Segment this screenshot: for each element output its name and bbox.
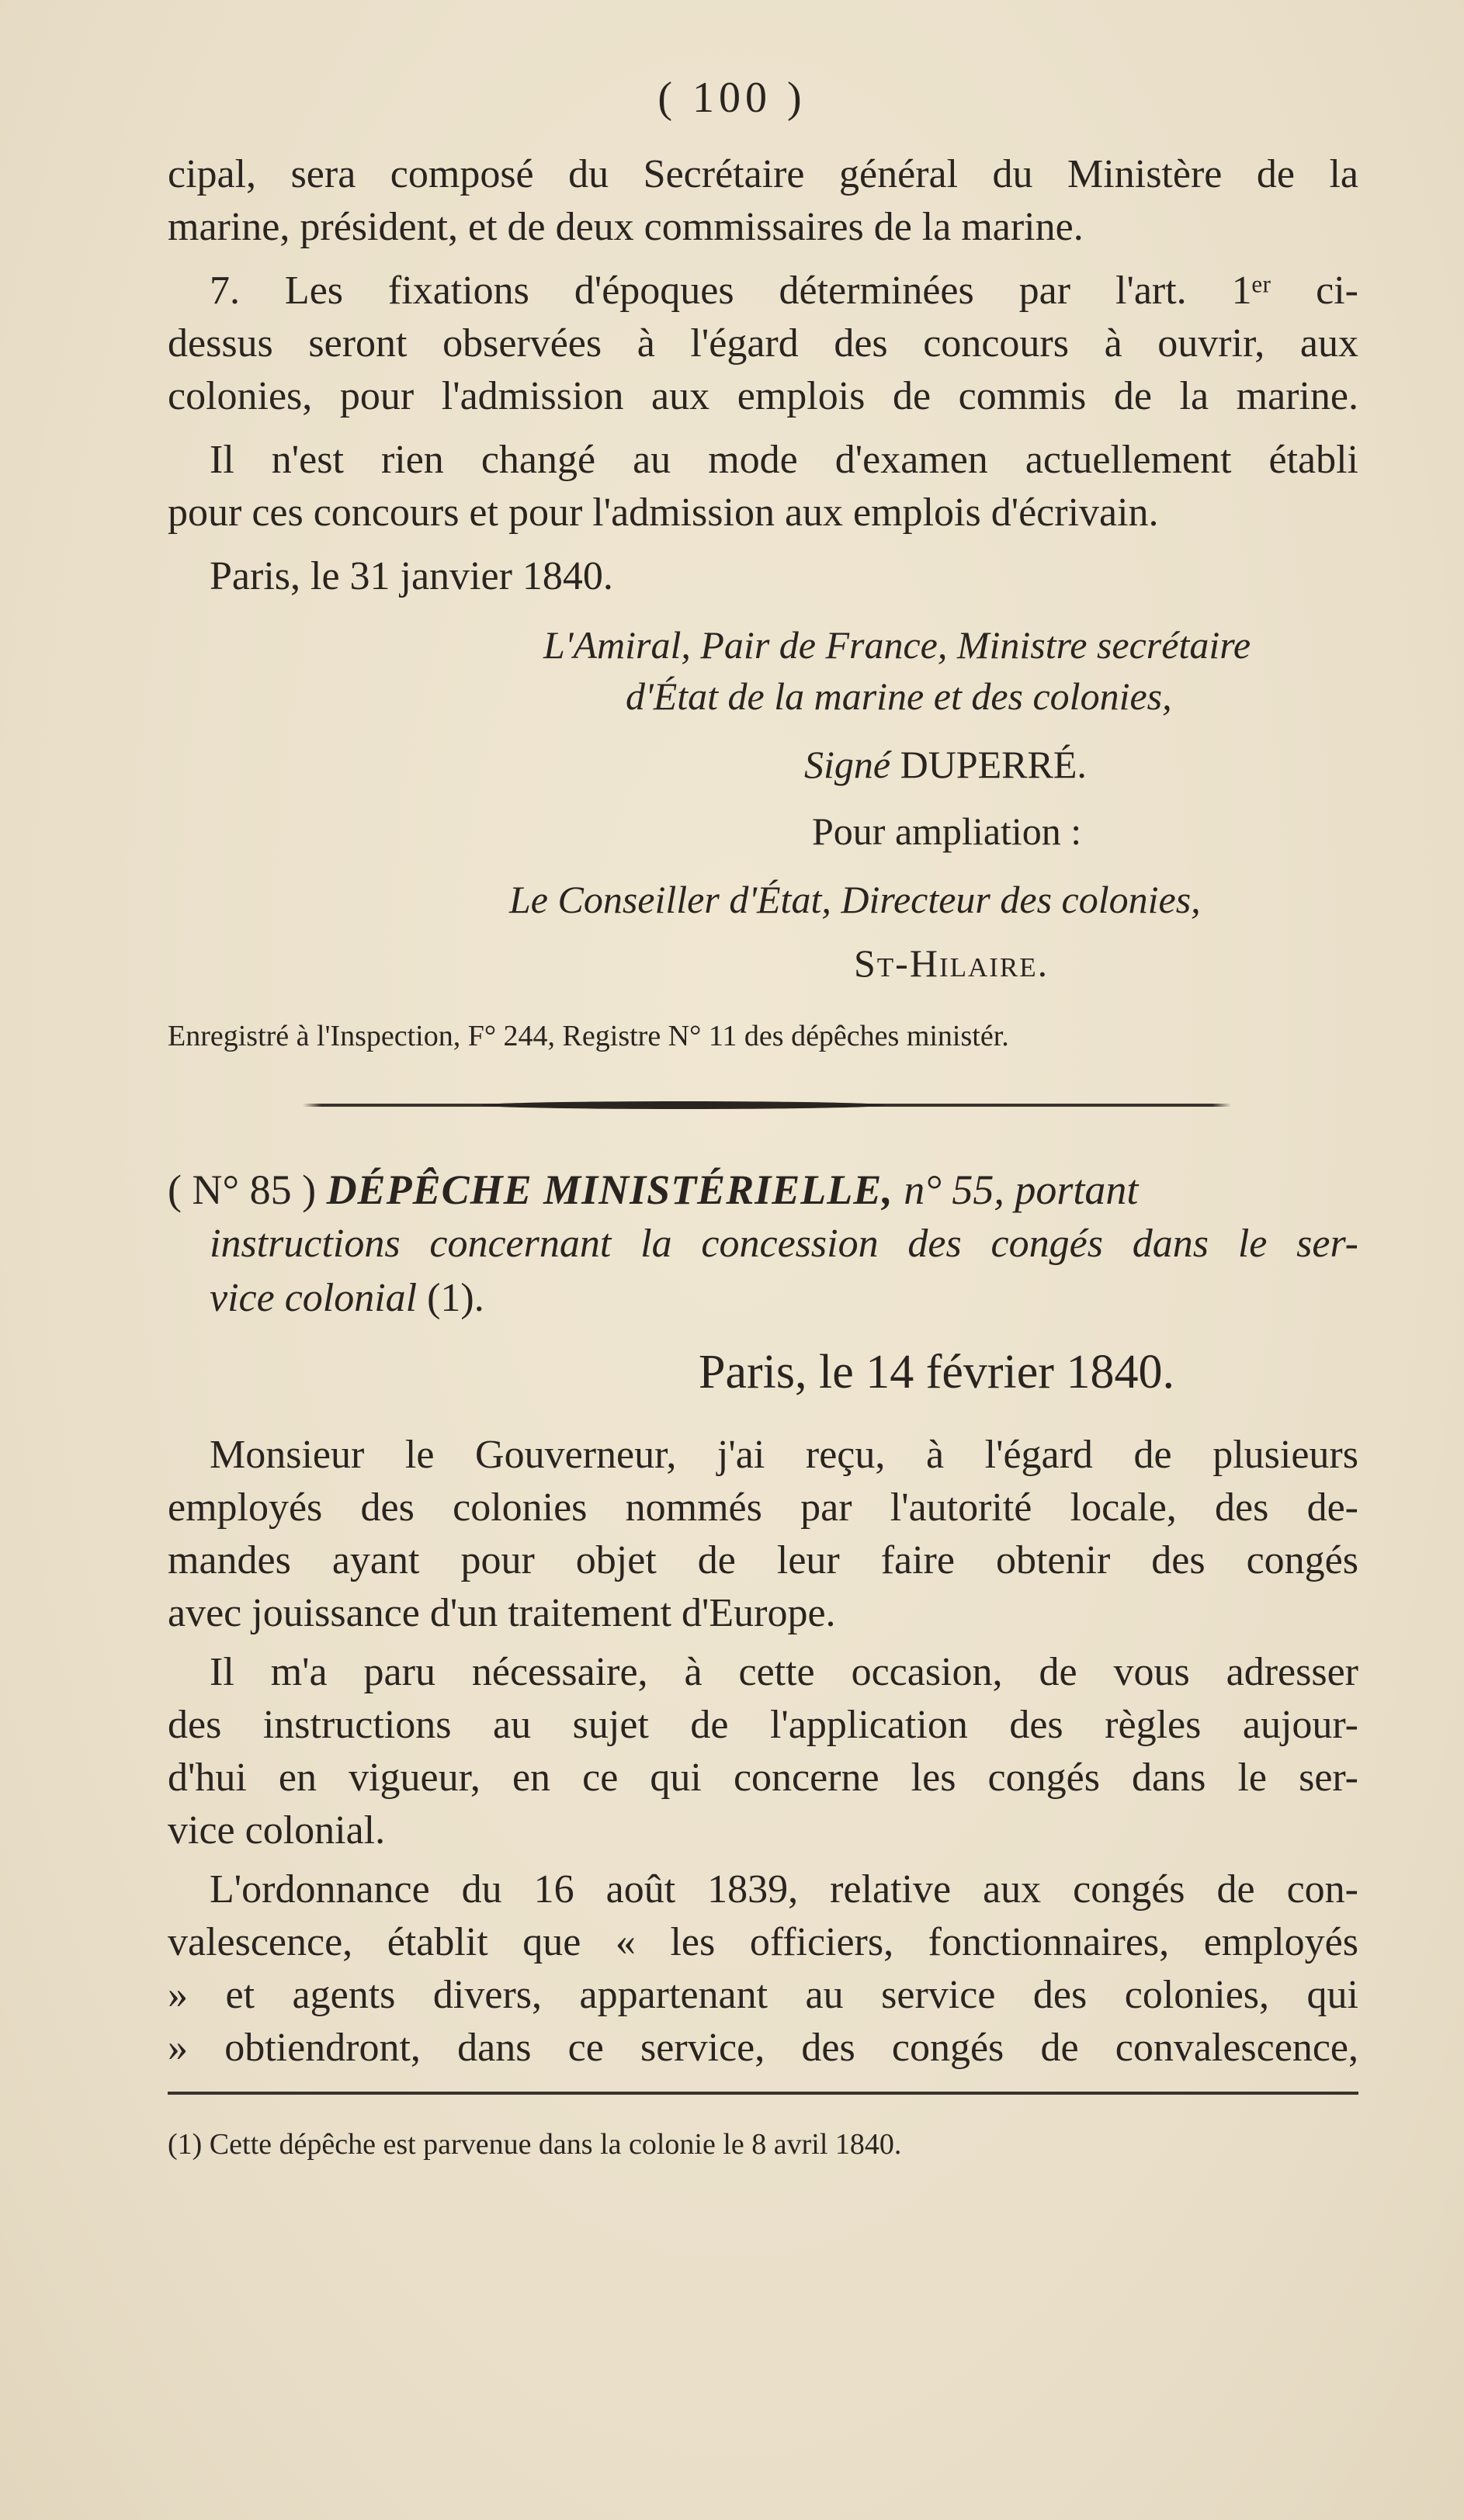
page-number: ( 100 ) [657, 74, 807, 122]
depeche-subtitle-end [210, 1273, 1358, 1324]
text-line: vice colonial. [168, 1808, 386, 1853]
text-line: cipal, sera composé du Secrétaire général du Ministère de la [168, 152, 1358, 196]
text-line: dessus seront observées à l'égard des concours à ouvrir, aux [168, 321, 1358, 366]
depeche-heading [168, 1164, 1358, 1215]
text-line: 7. Les fixations d'époques déterminées par l'art. 1ᵉʳ ci- [210, 269, 1358, 313]
date-line: Paris, le 31 janvier 1840. [210, 554, 613, 598]
signature-signed [804, 740, 1087, 789]
depeche-title: DÉPÊCHE MINISTÉRIELLE, [326, 1166, 893, 1213]
depeche-no: n° 55, [904, 1166, 1004, 1213]
depeche-line3: vice colonial [210, 1276, 418, 1320]
text-line: colonies, pour l'admission aux emplois de commis de la marine. [168, 374, 1358, 418]
text-line: marine, président, et de deux commissaires de la marine. [168, 205, 1084, 249]
text-line: » et agents divers, appartenant au service des colonies, qui [168, 1973, 1358, 2017]
text-line: » obtiendront, dans ce service, des congés de convalescence, [168, 2026, 1358, 2070]
ampliation-line: Pour ampliation : [812, 809, 1082, 853]
depeche-portant: portant [1015, 1166, 1139, 1213]
depeche-date: Paris, le 14 février 1840. [699, 1346, 1174, 1399]
conseiller-line: Le Conseiller d'État, Directeur des colonies, [509, 878, 1201, 921]
text-line: des instructions au sujet de l'application des règles aujour- [168, 1703, 1358, 1747]
text-line: pour ces concours et pour l'admission aux emplois d'écrivain. [168, 490, 1159, 535]
depeche-subtitle: instructions concernant la concession des congés dans le ser- [210, 1222, 1358, 1266]
text-line: valescence, établit que « les officiers, fonctionnaires, employés [168, 1920, 1358, 1964]
registration-line: Enregistré à l'Inspection, F° 244, Registre N° 11 des dépêches ministér. [168, 1020, 1009, 1052]
text-line: Il m'a paru nécessaire, à cette occasion, de vous adresser [210, 1650, 1358, 1694]
text-line: Monsieur le Gouverneur, j'ai reçu, à l'égard de plusieurs [210, 1433, 1358, 1477]
footnote-rule [168, 2092, 1358, 2095]
signature-title-line2: d'État de la marine et des colonies, [626, 674, 1172, 718]
footnote: (1) Cette dépêche est parvenue dans la colonie le 8 avril 1840. [168, 2128, 902, 2161]
footnote-ref: (1). [427, 1276, 484, 1320]
text-line: mandes ayant pour objet de leur faire obtenir des congés [168, 1538, 1358, 1582]
text-line: employés des colonies nommés par l'autorité locale, des de- [168, 1485, 1358, 1530]
signe-label: Signé [804, 743, 891, 786]
signature-title-line1: L'Amiral, Pair de France, Ministre secrétaire [543, 623, 1251, 667]
text-line: L'ordonnance du 16 août 1839, relative aux congés de con- [210, 1867, 1358, 1912]
conseiller-name: St-Hilaire. [854, 941, 1049, 985]
separator-rule-center [481, 1101, 885, 1109]
signe-name: DUPERRÉ. [900, 743, 1087, 786]
depeche-number: ( N° 85 ) [168, 1166, 317, 1213]
text-line: d'hui en vigueur, en ce qui concerne les congés dans le ser- [168, 1756, 1358, 1800]
text-line: Il n'est rien changé au mode d'examen actuellement établi [210, 438, 1358, 482]
text-line: avec jouissance d'un traitement d'Europe. [168, 1591, 836, 1635]
